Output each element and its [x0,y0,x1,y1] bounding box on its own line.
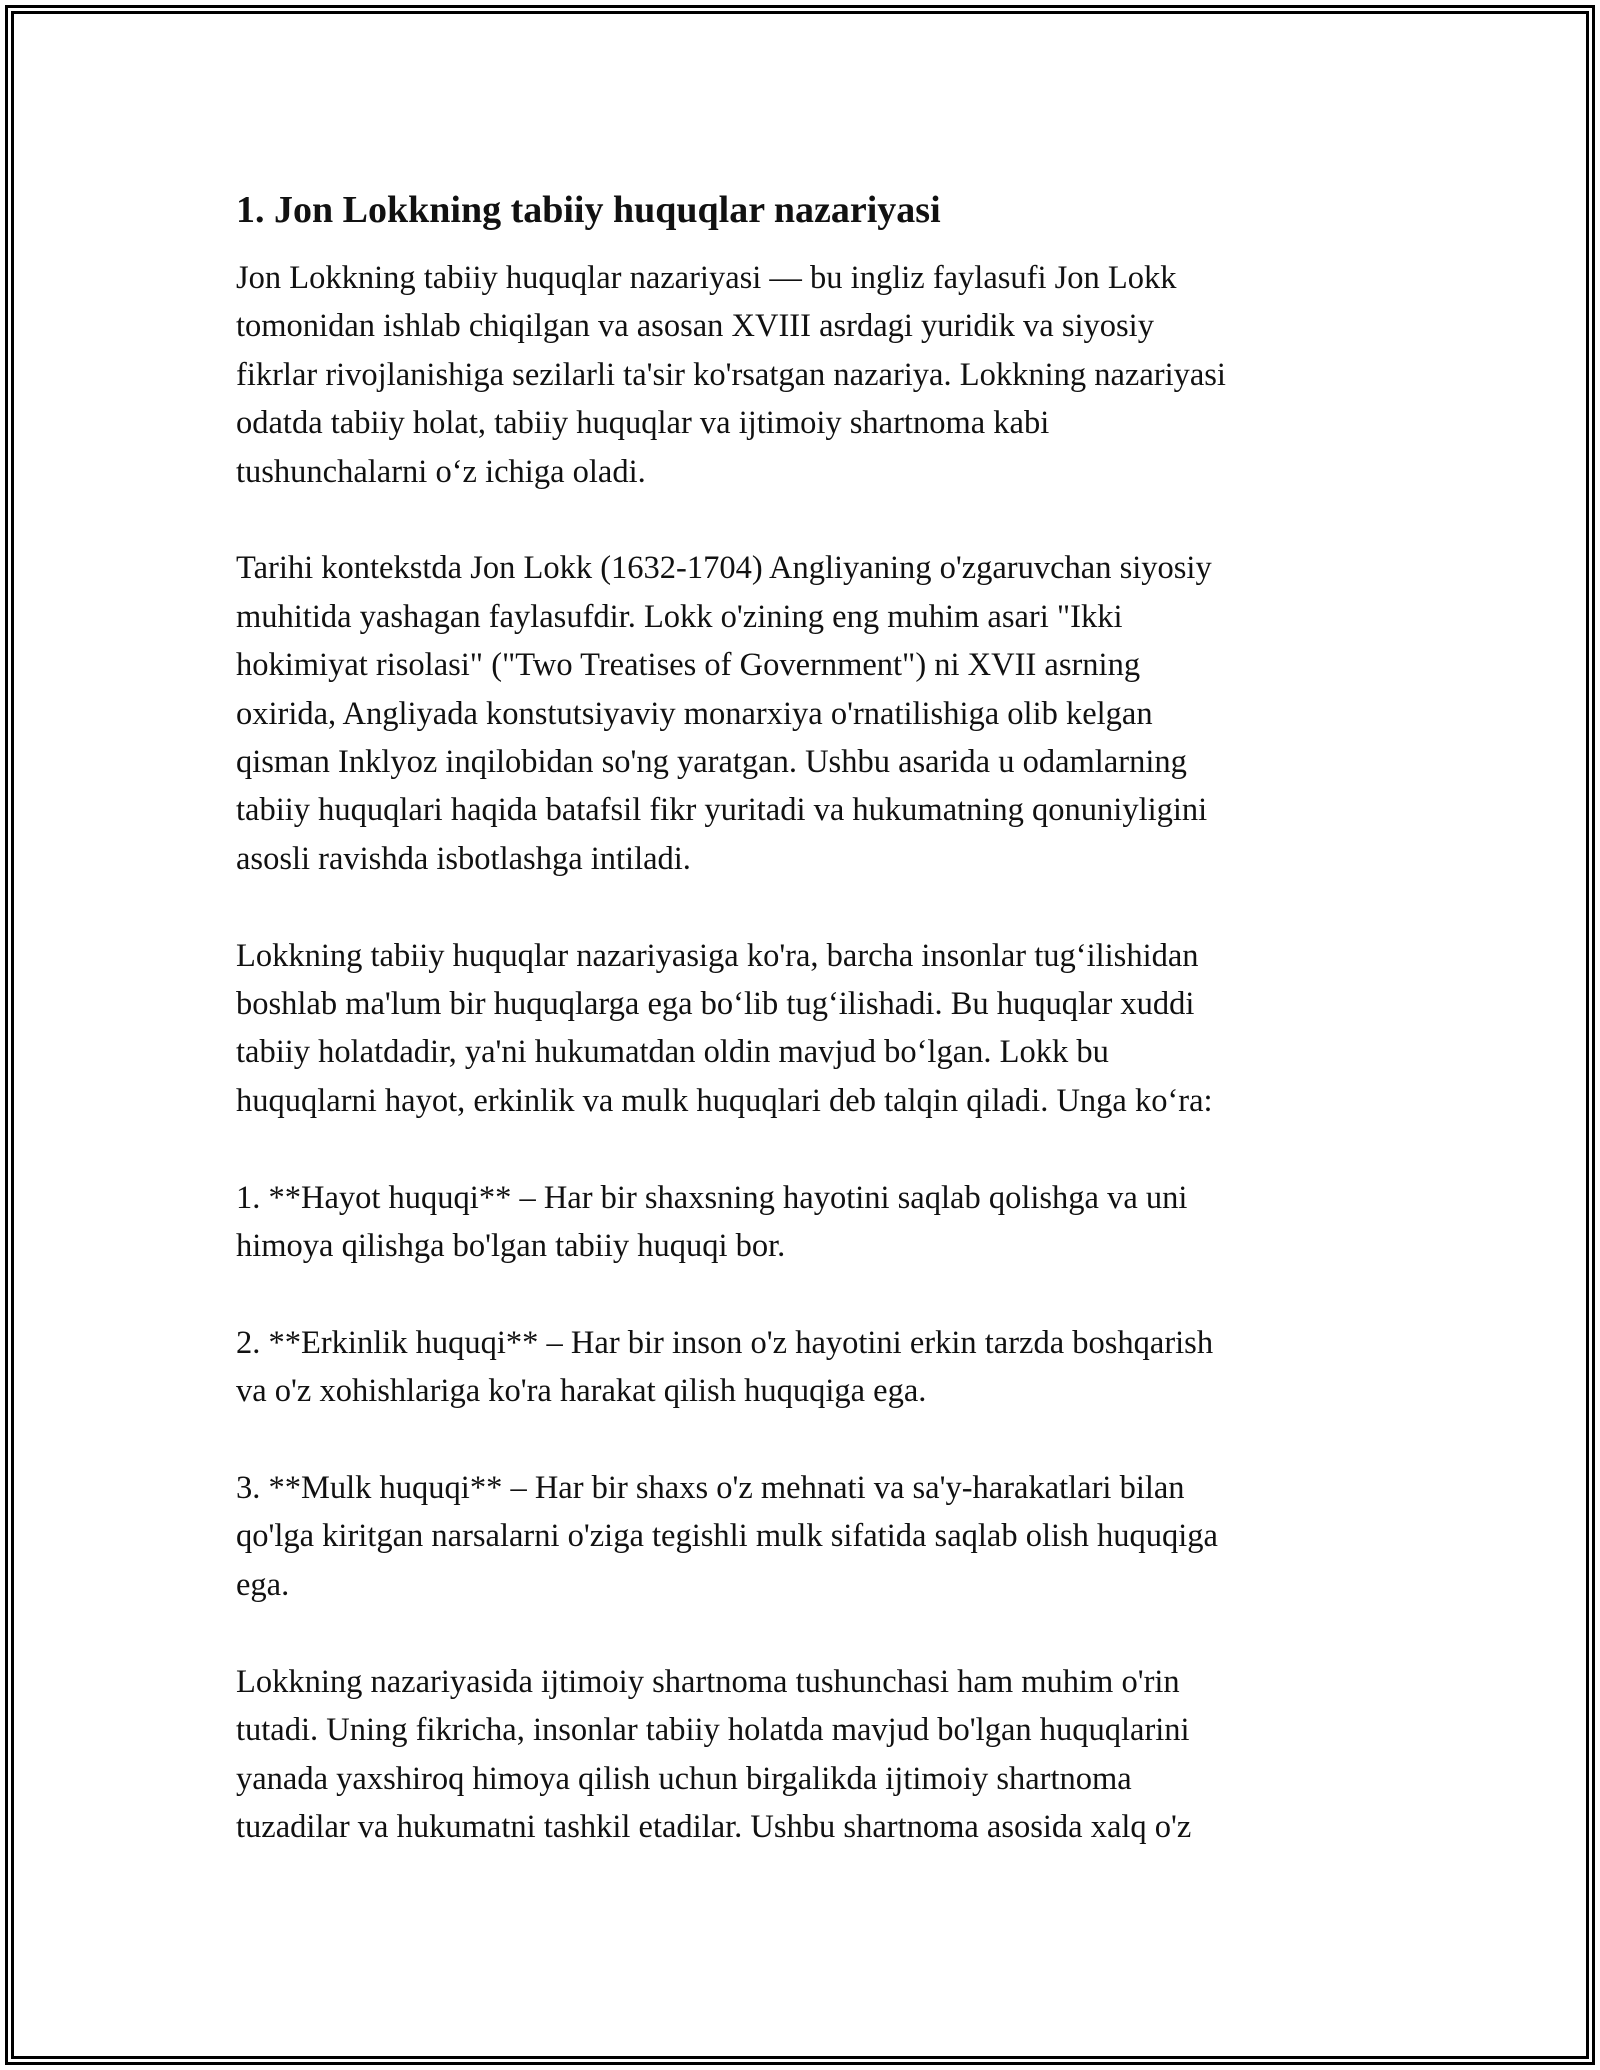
text-line: huquqlarni hayot, erkinlik va mulk huquqlari deb talqin qiladi. Unga ko‘ra: [236,1082,1213,1119]
paragraph [236,254,1366,496]
text-line: qo'lga kiritgan narsalarni o'ziga tegishli mulk sifatida saqlab olish huquqiga [236,1518,1218,1555]
page-title: 1. Jon Lokkning tabiiy huquqlar nazariyasi [236,189,941,231]
text-line: tuzadilar va hukumatni tashkil etadilar. Ushbu shartnoma asosida xalq o'z [236,1808,1192,1845]
text-line: 2. **Erkinlik huquqi** – Har bir inson o'z hayotini erkin tarzda boshqarish [236,1324,1214,1361]
text-line: ega. [236,1566,290,1603]
text-line: tabiiy holatdadir, ya'ni hukumatdan oldin mavjud bo‘lgan. Lokk bu [236,1034,1109,1071]
text-line: boshlab ma'lum bir huquqlarga ega bo‘lib tug‘ilishadi. Bu huquqlar xuddi [236,986,1195,1023]
text-line: Lokkning tabiiy huquqlar nazariyasiga ko'ra, barcha insonlar tug‘ilishidan [236,937,1199,974]
text-line: fikrlar rivojlanishiga sezilarli ta'sir ko'rsatgan nazariya. Lokkning nazariyasi [236,356,1226,393]
document-body [236,186,1366,1900]
text-line: asosli ravishda isbotlashga intiladi. [236,840,691,877]
text-line: qisman Inklyoz inqilobidan so'ng yaratgan. Ushbu asarida u odamlarning [236,744,1187,781]
text-line: tutadi. Uning fikricha, insonlar tabiiy holatda mavjud bo'lgan huquqlarini [236,1712,1190,1749]
paragraph [236,1174,1366,1271]
text-line: hokimiyat risolasi" ("Two Treatises of Government") ni XVII asrning [236,647,1141,684]
paragraph [236,544,1366,883]
paragraph [236,932,1366,1126]
text-line: Jon Lokkning tabiiy huquqlar nazariyasi — bu ingliz faylasufi Jon Lokk [236,260,1177,296]
text-line: Lokkning nazariyasida ijtimoiy shartnoma tushunchasi ham muhim o'rin [236,1663,1180,1700]
text-line: 3. **Mulk huquqi** – Har bir shaxs o'z mehnati va sa'y-harakatlari bilan [236,1470,1185,1507]
text-line: tushunchalarni o‘z ichiga oladi. [236,453,646,490]
paragraph [236,1319,1366,1416]
text-line: 1. **Hayot huquqi** – Har bir shaxsning hayotini saqlab qolishga va uni [236,1179,1188,1216]
text-line: Tarihi kontekstda Jon Lokk (1632-1704) Angliyaning o'zgaruvchan siyosiy [236,550,1212,587]
paragraph [236,1464,1366,1609]
text-line: tomonidan ishlab chiqilgan va asosan XVIII asrdagi yuridik va siyosiy [236,308,1154,345]
paragraph [236,1658,1366,1852]
paragraph-list [236,254,1366,1851]
text-line: yanada yaxshiroq himoya qilish uchun birgalikda ijtimoiy shartnoma [236,1760,1132,1797]
text-line: himoya qilishga bo'lgan tabiiy huquqi bor. [236,1228,786,1265]
text-line: oxirida, Angliyada konstutsiyaviy monarxiya o'rnatilishiga olib kelgan [236,695,1153,732]
text-line: muhitida yashagan faylasufdir. Lokk o'zining eng muhim asari "Ikki [236,598,1123,635]
text-line: tabiiy huquqlari haqida batafsil fikr yuritadi va hukumatning qonuniyligini [236,792,1208,829]
text-line: odatda tabiiy holat, tabiiy huquqlar va ijtimoiy shartnoma kabi [236,405,1050,442]
text-line: va o'z xohishlariga ko'ra harakat qilish huquqiga ega. [236,1373,927,1410]
